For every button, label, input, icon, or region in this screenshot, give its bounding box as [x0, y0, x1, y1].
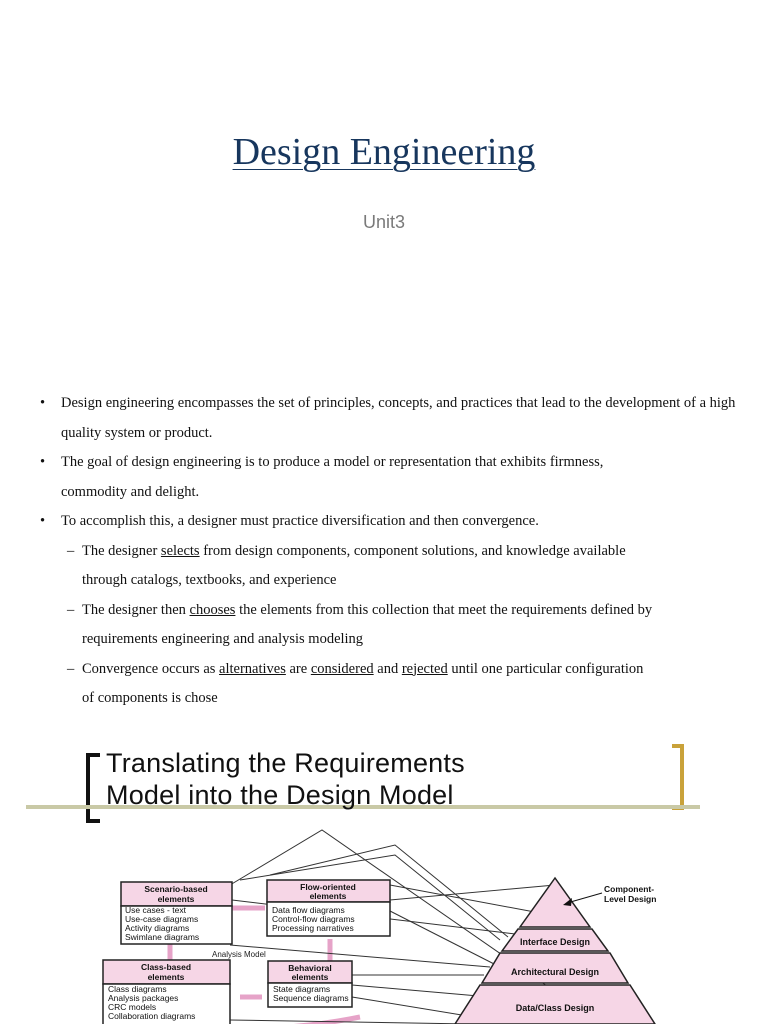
underlined-term: chooses — [189, 601, 236, 618]
mapping-line — [390, 885, 555, 900]
sub-bullet-item — [40, 596, 740, 655]
box-title: elements — [147, 972, 185, 982]
underlined-term: alternatives — [219, 660, 286, 677]
box-title: elements — [309, 891, 347, 901]
sub-bullet-text: The designer then — [82, 601, 190, 618]
bullet-item — [40, 448, 740, 507]
box-item: Sequence diagrams — [273, 993, 349, 1003]
heading-line: Model into the Design Model — [106, 780, 454, 810]
sub-bullet-text: the elements from this collection that meet the requirements defined by — [235, 601, 653, 618]
sub-bullet-text: are — [285, 660, 311, 677]
bullet-dot-icon: • — [40, 513, 46, 529]
translation-slide — [0, 735, 768, 1024]
flow-oriented-elements-box — [267, 880, 390, 936]
bullet-text: commodity and delight. — [61, 483, 200, 500]
sub-bullet-text: from design components, component solutions, and knowledge available — [199, 542, 626, 559]
behavioral-elements-box — [268, 961, 352, 1007]
slide-title: Design Engineering — [232, 131, 536, 173]
box-item: Swimlane diagrams — [125, 932, 200, 942]
sub-bullet-item — [40, 655, 740, 714]
component-pointer — [567, 893, 602, 903]
dash-icon: – — [67, 601, 75, 618]
bullet-item — [40, 389, 740, 448]
scenario-based-elements-box — [121, 882, 232, 944]
analysis-model-label: Analysis Model — [212, 950, 266, 959]
underlined-term: rejected — [401, 660, 448, 677]
design-pyramid — [455, 878, 656, 1024]
pyramid-label: Level Design — [604, 894, 657, 904]
bullet-text: The goal of design engineering is to produce a model or representation that exhibits firmness, — [61, 454, 604, 470]
box-item: Use-case diagrams — [125, 914, 199, 924]
box-title: elements — [291, 972, 329, 982]
box-title: Flow-oriented — [300, 882, 356, 892]
box-item: Data flow diagrams — [272, 905, 345, 915]
title-slide — [0, 0, 768, 365]
bullet-dot-icon: • — [40, 454, 46, 470]
underlined-term: considered — [310, 660, 374, 677]
box-item: State diagrams — [273, 984, 331, 994]
sub-bullet-text: until one particular configuration — [447, 660, 644, 677]
pyramid-label: Component- — [604, 884, 655, 894]
heading-line: Translating the Requirements — [106, 748, 465, 778]
slide-subtitle: Unit3 — [362, 212, 406, 232]
sub-bullet-text: through catalogs, textbooks, and experience — [82, 572, 337, 588]
bullet-item — [40, 507, 740, 537]
mapping-line — [390, 885, 540, 913]
underlined-term: selects — [160, 542, 200, 559]
box-title: Behavioral — [288, 963, 332, 973]
box-item: CRC models — [108, 1002, 157, 1012]
box-item: Use cases - text — [125, 905, 186, 915]
pyramid-label: Interface Design — [519, 937, 591, 947]
sub-bullet-item — [40, 537, 740, 596]
dash-icon: – — [67, 542, 75, 559]
bullet-text: Design engineering encompasses the set of principles, concepts, and practices that lead to the development of a high quality system or product. — [61, 395, 736, 441]
pyramid-label: Data/Class Design — [515, 1003, 595, 1013]
box-title: Scenario-based — [144, 884, 208, 894]
mapping-line — [352, 985, 490, 997]
bullet-list — [40, 389, 740, 714]
design-engineering-slide — [0, 385, 768, 715]
sub-bullet-text: Convergence occurs as — [82, 660, 220, 677]
mapping-line — [390, 911, 500, 967]
class-based-elements-box — [103, 960, 230, 1024]
bullet-text: To accomplish this, a designer must practice diversification and then convergence. — [61, 513, 539, 529]
sub-bullet-text: of components is chose — [82, 690, 218, 706]
dash-icon: – — [67, 660, 75, 677]
requirements-to-design-diagram — [0, 735, 768, 1024]
sub-bullet-text: and — [373, 660, 402, 677]
box-item: Control-flow diagrams — [272, 914, 355, 924]
box-item: Class diagrams — [108, 984, 167, 994]
bullet-dot-icon: • — [40, 395, 46, 411]
box-title: Class-based — [140, 962, 192, 972]
box-item: Analysis packages — [108, 993, 179, 1003]
box-item: Collaboration diagrams — [108, 1011, 196, 1021]
box-item: Processing narratives — [272, 923, 354, 933]
box-title: elements — [157, 894, 195, 904]
pyramid-label: Architectural Design — [510, 967, 600, 977]
sub-bullet-text: The designer — [82, 542, 161, 559]
pyramid-tier-component — [520, 878, 590, 927]
box-item: Activity diagrams — [125, 923, 190, 933]
sub-bullet-text: requirements engineering and analysis modeling — [82, 631, 364, 647]
